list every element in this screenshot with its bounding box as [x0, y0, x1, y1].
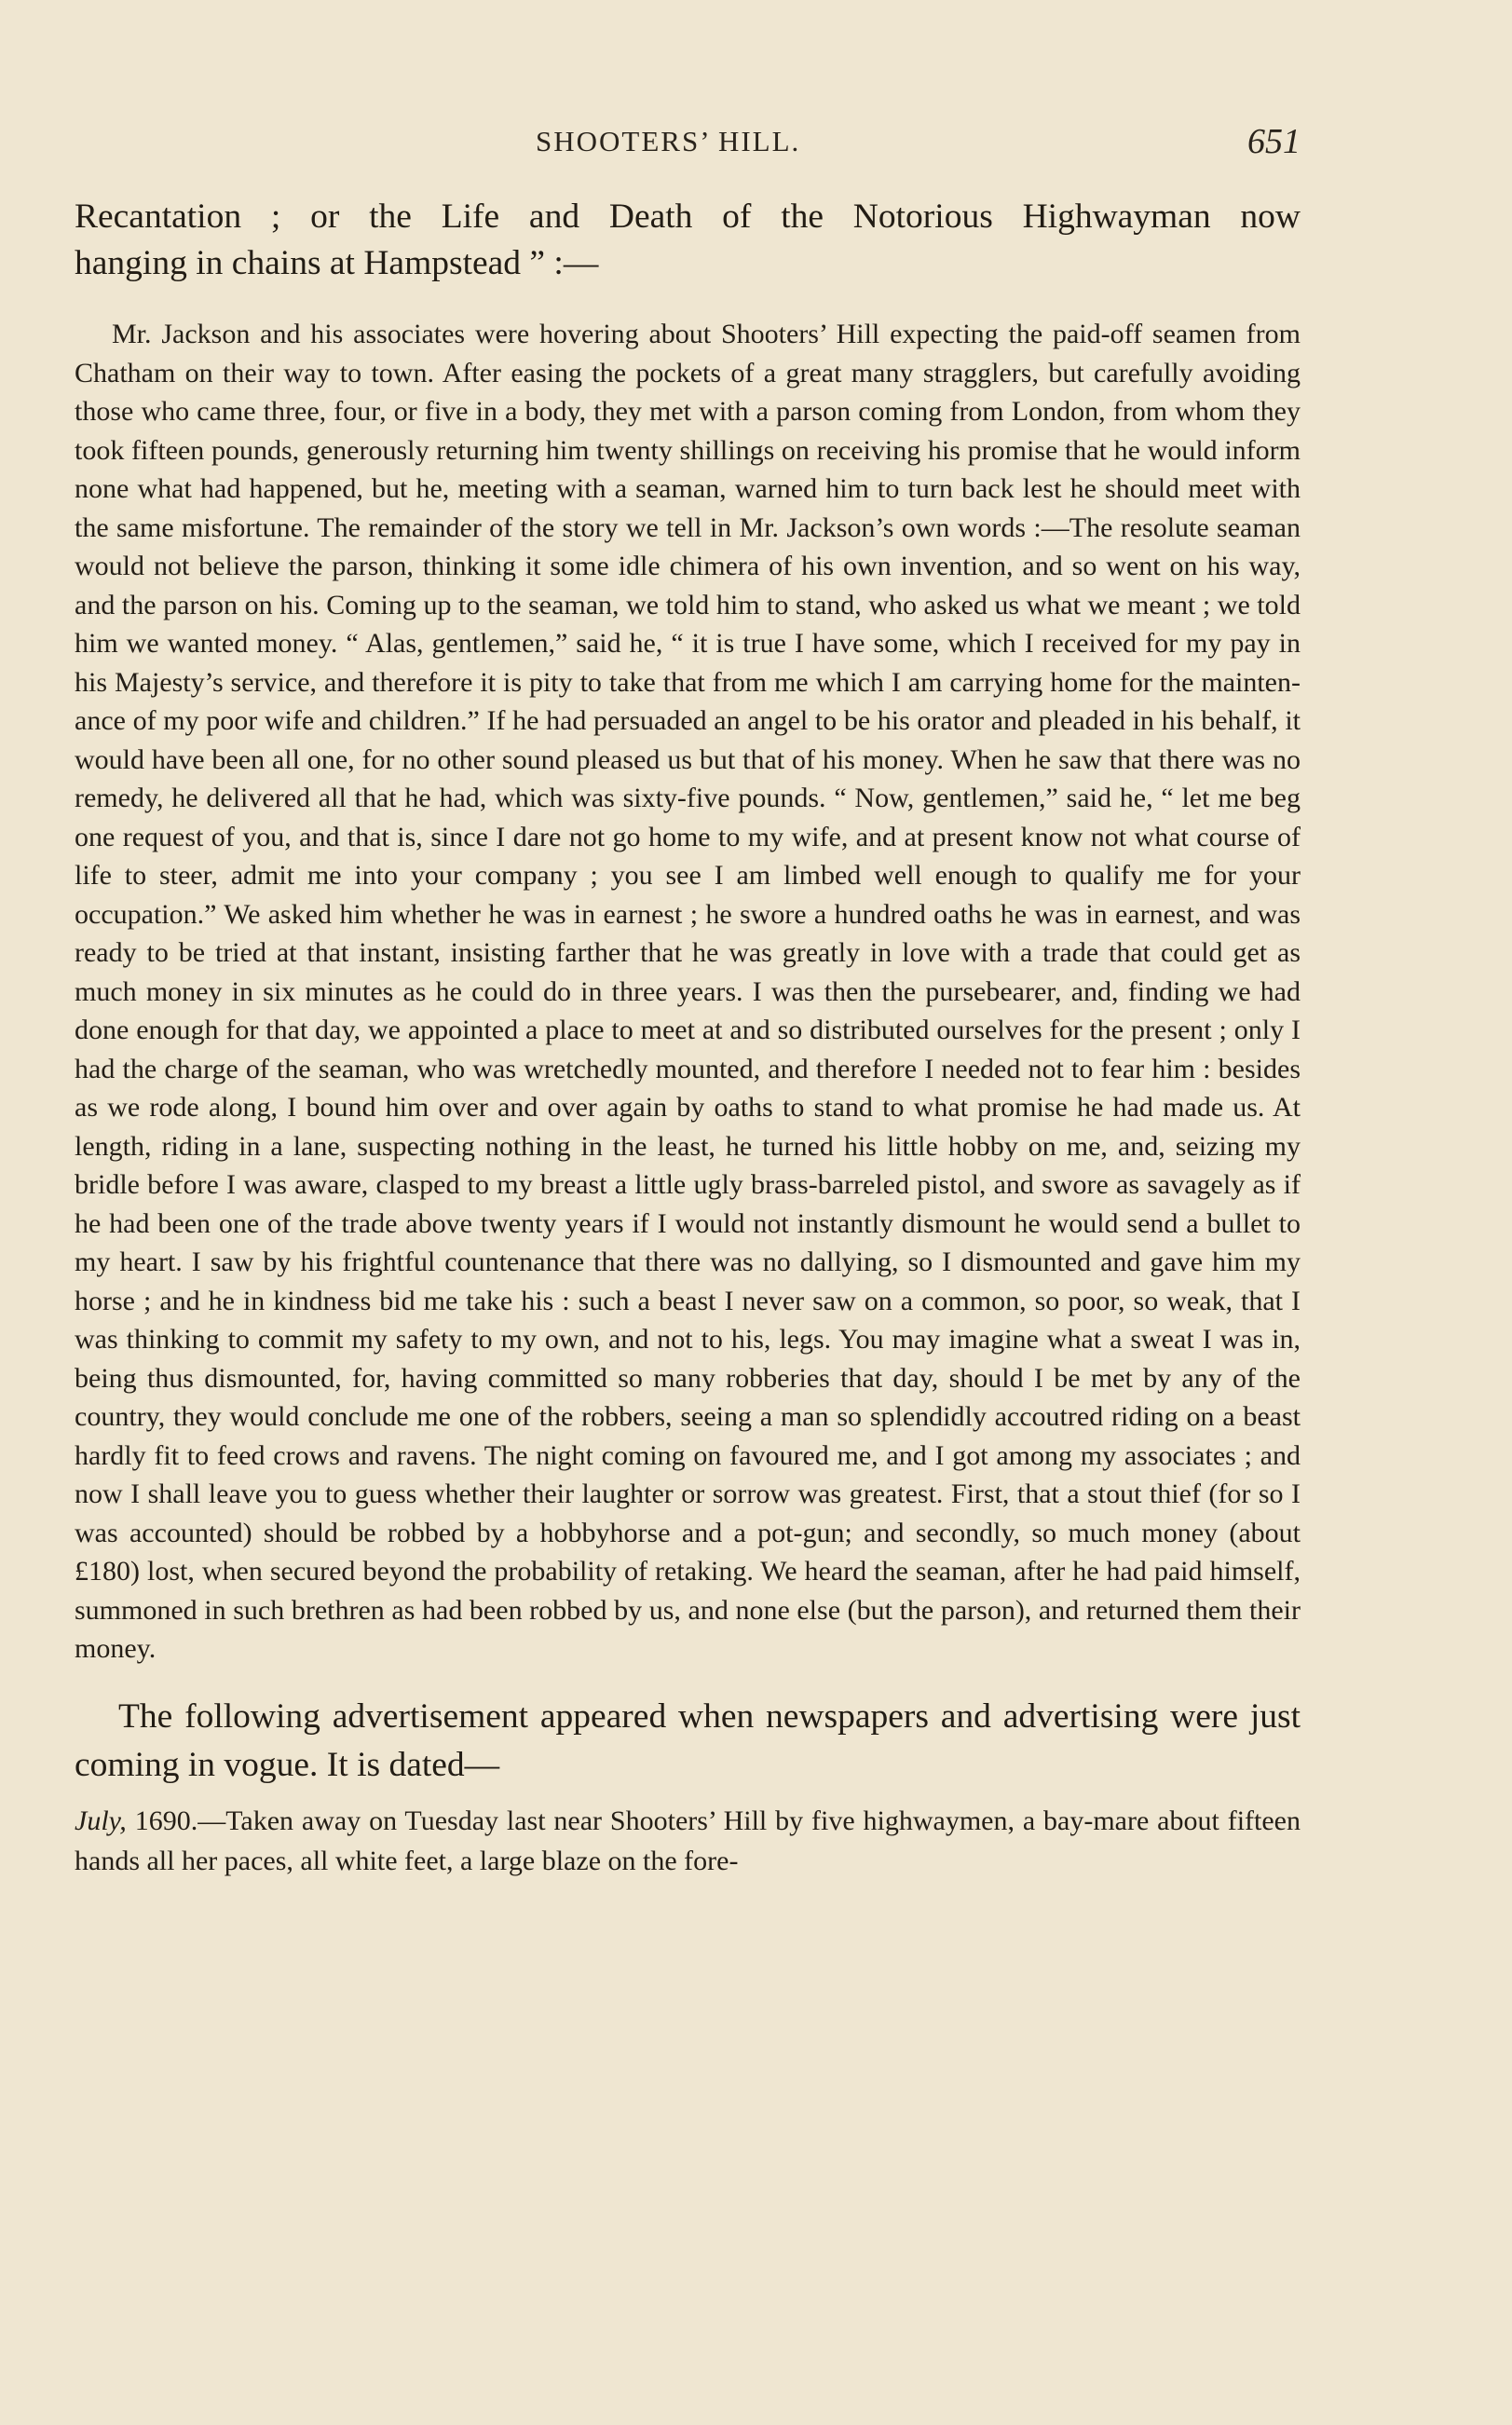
advertisement-date: July,: [75, 1805, 127, 1836]
page-number: 651: [1247, 122, 1301, 161]
page-content: [75, 194, 1301, 1881]
advertisement-body: 1690.—Taken away on Tuesday last near Shooters’ Hill by five highwaymen, a bay-mare about fifteen hands all her paces, all white feet, a large blaze on the fore-: [75, 1805, 1301, 1876]
lead-in-line-1: Recantation ; or the Life and Death of the Notorious Highwayman now: [75, 198, 1301, 236]
lead-in-text: [75, 194, 1301, 287]
body-paragraph: Mr. Jackson and his associates were hovering about Shooters’ Hill expecting the paid-off seamen from Chatham on their way to town. After easing the pockets of a great many stragglers, but carefully avoiding those who came three, four, or five in a body, they met with a parson coming from London, from whom they took fifteen pounds, generously returning him twenty shillings on receiving his promise that he would inform none what had happened, but he, meeting with a seaman, warned him to turn back lest he should meet with the same misfortune. The remainder of the story we tell in Mr. Jackson’s own words :—The resolute seaman would not believe the parson, thinking it some idle chimera of his own invention, and so went on his way, and the parson on his. Coming up to the seaman, we told him to stand, who asked us what we meant ; we told him we wanted money. “ Alas, gentlemen,” said he, “ it is true I have some, which I received for my pay in his Majesty’s service, and therefore it is pity to take that from me which I am carrying home for the maintenance of my poor wife and children.” If he had persuaded an angel to be his orator and pleaded in his behalf, it would have been all one, for no other sound pleased us but that of his money. When he saw that there was no remedy, he delivered all that he had, which was sixty-five pounds. “ Now, gentlemen,” said he, “ let me beg one request of you, and that is, since I dare not go home to my wife, and at present know not what course of life to steer, admit me into your company ; you see I am limbed well enough to qualify me for your occupation.” We asked him whether he was in earnest ; he swore a hundred oaths he was in earnest, and was ready to be tried at that instant, insisting farther that he was greatly in love with a trade that could get as much money in six minutes as he could do in three years. I was then the pursebearer, and, finding we had done enough for that day, we appointed a place to meet at and so distributed ourselves for the present ; only I had the charge of the seaman, who was wretchedly mounted, and therefore I needed not to fear him : besides as we rode along, I bound him over and over again by oaths to stand to what promise he had made us. At length, riding in a lane, suspecting nothing in the least, he turned his little hobby on me, and, seizing my bridle before I was aware, clasped to my breast a little ugly brass-barreled pistol, and swore as savagely as if he had been one of the trade above twenty years if I would not instantly dismount he would send a bullet to my heart. I saw by his frightful countenance that there was no dallying, so I dismounted and gave him my horse ; and he in kindness bid me take his : such a beast I never saw on a common, so poor, so weak, that I was thinking to commit my safety to my own, and not to his, legs. You may imagine what a sweat I was in, being thus dismounted, for, having committed so many robberies that day, should I be met by any of the country, they would conclude me one of the robbers, seeing a man so splendidly accoutred riding on a beast hardly fit to feed crows and ravens. The night coming on favoured me, and I got among my associates ; and now I shall leave you to guess whether their laughter or sorrow was greatest. First, that a stout thief (for so I was accounted) should be robbed by a hobbyhorse and a pot-gun; and secondly, so much money (about £180) lost, when secured beyond the probability of retaking. We heard the seaman, after he had paid himself, summoned in such brethren as had been robbed by us, and none else (but the parson), and returned them their money.: [75, 319, 1301, 1664]
advertisement-intro: The following advertisement appeared when newspapers and advertising were just coming in vogue. It is dated—: [75, 1696, 1301, 1784]
running-head: [75, 121, 1301, 168]
advertisement-text: [75, 1801, 1301, 1881]
lead-in-line-2: hanging in chains at Hampstead ” :—: [75, 244, 599, 282]
running-title: SHOOTERS’ HILL.: [536, 125, 801, 157]
